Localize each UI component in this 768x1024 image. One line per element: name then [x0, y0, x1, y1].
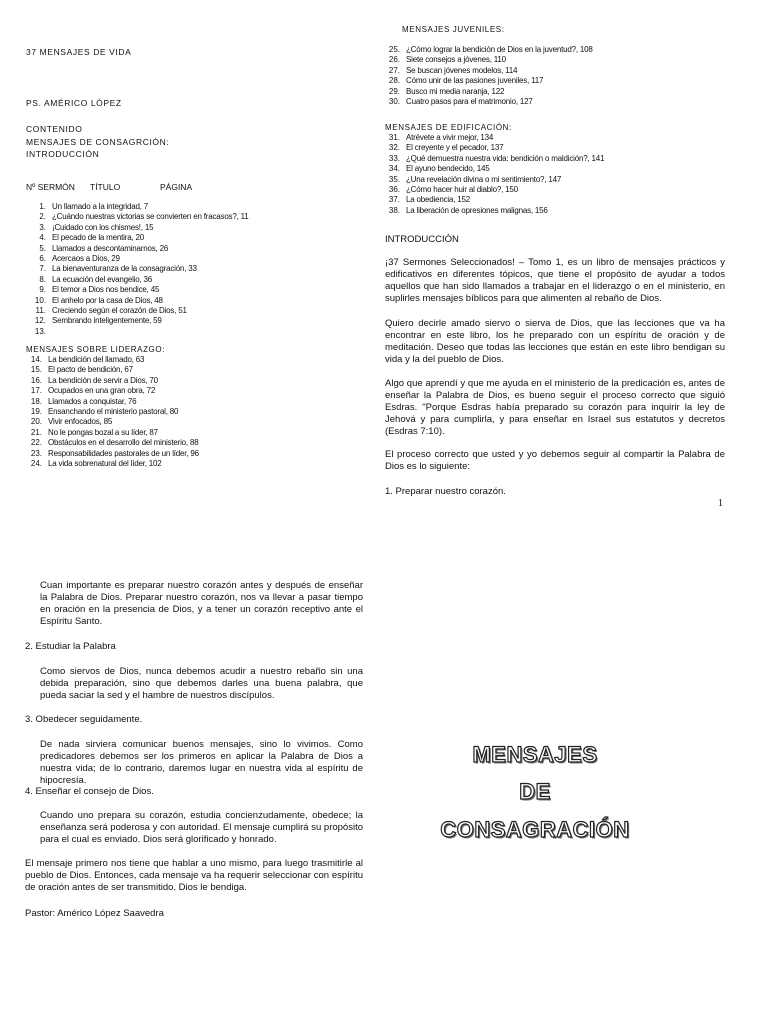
- item-title: La bienaventuranza de la consagración, 33: [52, 264, 197, 274]
- list-item: [22, 459, 199, 469]
- item-title: No le pongas bozal a su líder, 87: [48, 427, 158, 437]
- list-item: [384, 206, 604, 216]
- contents-line: INTRODUCCIÓN: [26, 149, 100, 159]
- edificacion-heading: MENSAJES DE EDIFICACIÓN:: [385, 123, 512, 132]
- item-number: 17.: [30, 386, 42, 396]
- item-title: Atrévete a vivir mejor, 134: [406, 133, 494, 142]
- item-title: Vivir enfocados, 85: [48, 417, 113, 427]
- item-number: 22.: [30, 438, 42, 448]
- list-item: [22, 397, 199, 407]
- intro-paragraph: El proceso correcto que usted y yo debemos seguir al compartir la Palabra de Dios es lo siguiente:: [385, 449, 725, 472]
- list-item: [384, 195, 604, 205]
- item-number: 35.: [388, 174, 400, 184]
- cover-title-line: CONSAGRACIÓN: [440, 817, 630, 842]
- list-item: [384, 143, 604, 153]
- step-heading: 3. Obedecer seguidamente.: [25, 714, 143, 725]
- item-title: Se buscan jóvenes modelos, 114: [406, 65, 518, 75]
- item-title: ¡Cuidado con los chismes!, 15: [52, 222, 154, 232]
- list-item: [22, 438, 199, 448]
- item-title: Sembrando inteligentemente, 59: [52, 316, 162, 326]
- juveniles-heading: MENSAJES JUVENILES:: [402, 25, 505, 34]
- item-title: Obstáculos en el desarrollo del ministerio, 88: [48, 438, 199, 448]
- item-title: La bendición de servir a Dios, 70: [48, 375, 158, 385]
- page-number: 1: [718, 498, 723, 509]
- item-number: 20.: [30, 417, 42, 427]
- body-paragraph: Como siervos de Dios, nunca debemos acudir a nuestro rebaño sin una debida preparación, sino que debemos darles una buena palabra, que pueda saciar la sed y el hambre de nuestros discípulos.: [40, 666, 363, 701]
- item-title: Acercaos a Dios, 29: [52, 254, 120, 264]
- item-number: 14.: [30, 355, 42, 364]
- list-item: [384, 66, 593, 76]
- table-header: [26, 182, 226, 194]
- item-title: Siete consejos a jóvenes, 110: [406, 55, 506, 65]
- list-item: [22, 365, 199, 375]
- contents-line: MENSAJES DE CONSAGRCIÓN:: [26, 136, 170, 147]
- item-number: 16.: [30, 375, 42, 385]
- contents-line: CONTENIDO: [26, 124, 83, 134]
- list-item: [26, 327, 249, 337]
- list-item: [384, 55, 593, 65]
- list-item: [384, 45, 593, 55]
- item-number: 10.: [34, 295, 46, 305]
- step-heading: 4. Enseñar el consejo de Dios.: [25, 786, 154, 797]
- body-paragraph: El mensaje primero nos tiene que hablar a uno mismo, para luego trasmitirle al pueblo de Dios. Entonces, cada mensaje va ha requerir seleccionar con espíritu de oración antes de ser transmitido. Dios le bendiga.: [25, 858, 363, 893]
- item-title: Cómo unir de las pasiones juveniles, 117: [406, 76, 544, 86]
- step-heading: 2. Estudiar la Palabra: [25, 641, 116, 652]
- header-num: Nº SERMÓN: [26, 182, 75, 192]
- item-number: 2.: [39, 212, 46, 222]
- list-item: [22, 386, 199, 396]
- list-item: [22, 355, 199, 365]
- item-title: El anhelo por la casa de Dios, 48: [52, 295, 163, 305]
- list-item: [384, 164, 604, 174]
- item-title: Cuatro pasos para el matrimonio, 127: [406, 97, 533, 107]
- item-number: 26.: [388, 55, 400, 65]
- item-title: Ocupados en una gran obra, 72: [48, 386, 156, 396]
- item-number: 33.: [388, 153, 400, 163]
- list-item: [26, 233, 249, 243]
- item-number: 3.: [39, 222, 46, 232]
- intro-paragraph: ¡37 Sermones Seleccionados! – Tomo 1, es un libro de mensajes prácticos y edificativos en diferentes tópicos, que tiene el propósito de ayudar a todos aquellos que han sido llamados a trabajar en el liderazgo o en el ministerio, en suplirles mensajes bíblicos para que alimenten al rebaño de Dios.: [385, 257, 725, 304]
- item-title: El creyente y el pecador, 137: [406, 143, 504, 153]
- author-name: PS. AMÉRICO LÓPEZ: [26, 98, 122, 108]
- juveniles-list: [384, 45, 593, 107]
- list-item: [22, 407, 199, 417]
- item-number: 32.: [388, 143, 400, 153]
- list-item: [22, 449, 199, 459]
- item-number: 7.: [39, 264, 46, 274]
- item-number: 12.: [34, 316, 46, 326]
- item-number: 11.: [35, 306, 46, 316]
- header-title: TÍTULO: [90, 182, 121, 192]
- body-paragraph: Cuan importante es preparar nuestro corazón antes y después de enseñar la Palabra de Dios. Preparar nuestro corazón, nos va llevar a pasar tiempo en oración en la presencia de Dios, y a tener un corazón receptivo ante el Espíritu Santo.: [40, 580, 363, 627]
- item-title: Responsabilidades pastorales de un líder, 96: [48, 448, 199, 458]
- list-item: [384, 133, 604, 143]
- item-number: 8.: [39, 274, 46, 284]
- item-title: La vida sobrenatural del líder, 102: [48, 459, 162, 469]
- document-title: 37 MENSAJES DE VIDA: [26, 47, 132, 57]
- list-item: [26, 316, 249, 326]
- item-number: 38.: [388, 205, 400, 215]
- signature: Pastor: Américo López Saavedra: [25, 908, 164, 919]
- item-title: ¿Una revelación divina o mi sentimiento?, 147: [406, 174, 562, 184]
- item-title: La obediencia, 152: [406, 195, 471, 205]
- contents-block: [26, 123, 169, 161]
- item-number: 36.: [388, 185, 400, 195]
- item-number: 1.: [39, 202, 46, 211]
- cover-title-line: MENSAJES: [472, 742, 598, 767]
- item-title: ¿Cuándo nuestras victorias se convierten en fracasos?, 11: [52, 212, 249, 222]
- list-item: [22, 376, 199, 386]
- item-title: Llamados a conquistar, 76: [48, 396, 137, 406]
- body-paragraph: De nada sirviera comunicar buenos mensajes, sino lo vivimos. Como predicadores debemos ser los primeros en aplicar la Palabra de Dios a nuestra vida; de lo contrario, daremos lugar en nuestra vida al espíritu de hipocresía.: [40, 739, 363, 786]
- list-item: [384, 97, 593, 107]
- body-paragraph: Cuando uno prepara su corazón, estudia concienzudamente, obedece; la enseñanza será poderosa y con autoridad. El mensaje cumplirá su propósito para el cual es enviado. Dios será glorificado y honrado.: [40, 810, 363, 845]
- liderazgo-list: [22, 355, 199, 469]
- item-title: La bendición del llamado, 63: [48, 355, 145, 364]
- item-number: 19.: [30, 407, 42, 417]
- item-number: 4.: [39, 233, 46, 243]
- item-number: 30.: [388, 97, 400, 107]
- list-item: [384, 87, 593, 97]
- list-item: [26, 264, 249, 274]
- item-title: Creciendo según el corazón de Dios, 51: [52, 306, 187, 316]
- item-number: 9.: [39, 285, 46, 295]
- item-number: 5.: [39, 243, 46, 253]
- list-item: [26, 202, 249, 212]
- item-title: La liberación de opresiones malignas, 156: [406, 205, 548, 215]
- item-number: 31.: [388, 133, 400, 142]
- item-title: Un llamado a la integridad, 7: [52, 202, 149, 211]
- item-title: ¿Qué demuestra nuestra vida: bendición o maldición?, 141: [406, 153, 605, 163]
- item-number: 15.: [30, 365, 42, 375]
- list-item: [384, 154, 604, 164]
- item-number: 6.: [39, 254, 46, 264]
- list-item: [26, 285, 249, 295]
- intro-paragraph: Algo que aprendí y que me ayuda en el ministerio de la predicación es, antes de enseñar la Palabra de Dios, es bueno seguir el proceso correcto que siguió Esdras. "Porque Esdras había preparado su corazón para inquirir la ley de Jehová y para cumplirla, y para enseñar en Israel sus estatutos y decretos (Esdras 7:10).: [385, 378, 725, 437]
- item-number: 29.: [388, 86, 400, 96]
- step-heading: 1. Preparar nuestro corazón.: [385, 486, 506, 497]
- cover-title-line: DE: [519, 779, 551, 804]
- item-title: Ensanchando el ministerio pastoral, 80: [48, 407, 179, 417]
- item-number: 18.: [30, 396, 42, 406]
- item-number: 25.: [388, 45, 400, 54]
- intro-paragraph: Quiero decirle amado siervo o sierva de Dios, que las lecciones que va ha encontrar en este libro, los he preparado con un espíritu de oración y de meditación. Deseo que todas las lecciones que están en este libro bendigan su vida y la del pueblo de Dios.: [385, 318, 725, 365]
- item-title: El ayuno bendecido, 145: [406, 164, 490, 174]
- list-item: [26, 306, 249, 316]
- item-number: 24.: [30, 459, 42, 469]
- item-number: 34.: [388, 164, 400, 174]
- list-item: [22, 417, 199, 427]
- item-title: El temor a Dios nos bendice, 45: [52, 285, 160, 295]
- header-page: PÁGINA: [160, 182, 193, 192]
- item-title: Llamados a descontaminarnos, 26: [52, 243, 169, 253]
- list-item: [384, 175, 604, 185]
- item-title: El pecado de la mentira, 20: [52, 233, 144, 243]
- list-item: [26, 212, 249, 222]
- list-item: [22, 428, 199, 438]
- item-number: 23.: [30, 448, 42, 458]
- list-item: [26, 296, 249, 306]
- item-number: 37.: [388, 195, 400, 205]
- item-title: El pacto de bendición, 67: [48, 365, 133, 375]
- edificacion-list: [384, 133, 604, 216]
- list-item: [26, 275, 249, 285]
- item-title: Busco mi media naranja, 122: [406, 86, 505, 96]
- item-number: 27.: [388, 65, 400, 75]
- item-title: La ecuación del evangelio, 36: [52, 274, 153, 284]
- list-item: [26, 244, 249, 254]
- list-item: [384, 185, 604, 195]
- list-item: [384, 76, 593, 86]
- intro-heading: INTRODUCCIÓN: [385, 234, 459, 245]
- item-title: ¿Cómo lograr la bendición de Dios en la juventud?, 108: [406, 45, 593, 54]
- list-item: [26, 254, 249, 264]
- item-title: ¿Cómo hacer huir al diablo?, 150: [406, 185, 518, 195]
- consagracion-list: [26, 202, 249, 337]
- item-number: 28.: [388, 76, 400, 86]
- item-number: 21.: [30, 427, 42, 437]
- item-number: 13.: [34, 326, 46, 336]
- list-item: [26, 223, 249, 233]
- liderazgo-heading: MENSAJES SOBRE LIDERAZGO:: [26, 345, 166, 354]
